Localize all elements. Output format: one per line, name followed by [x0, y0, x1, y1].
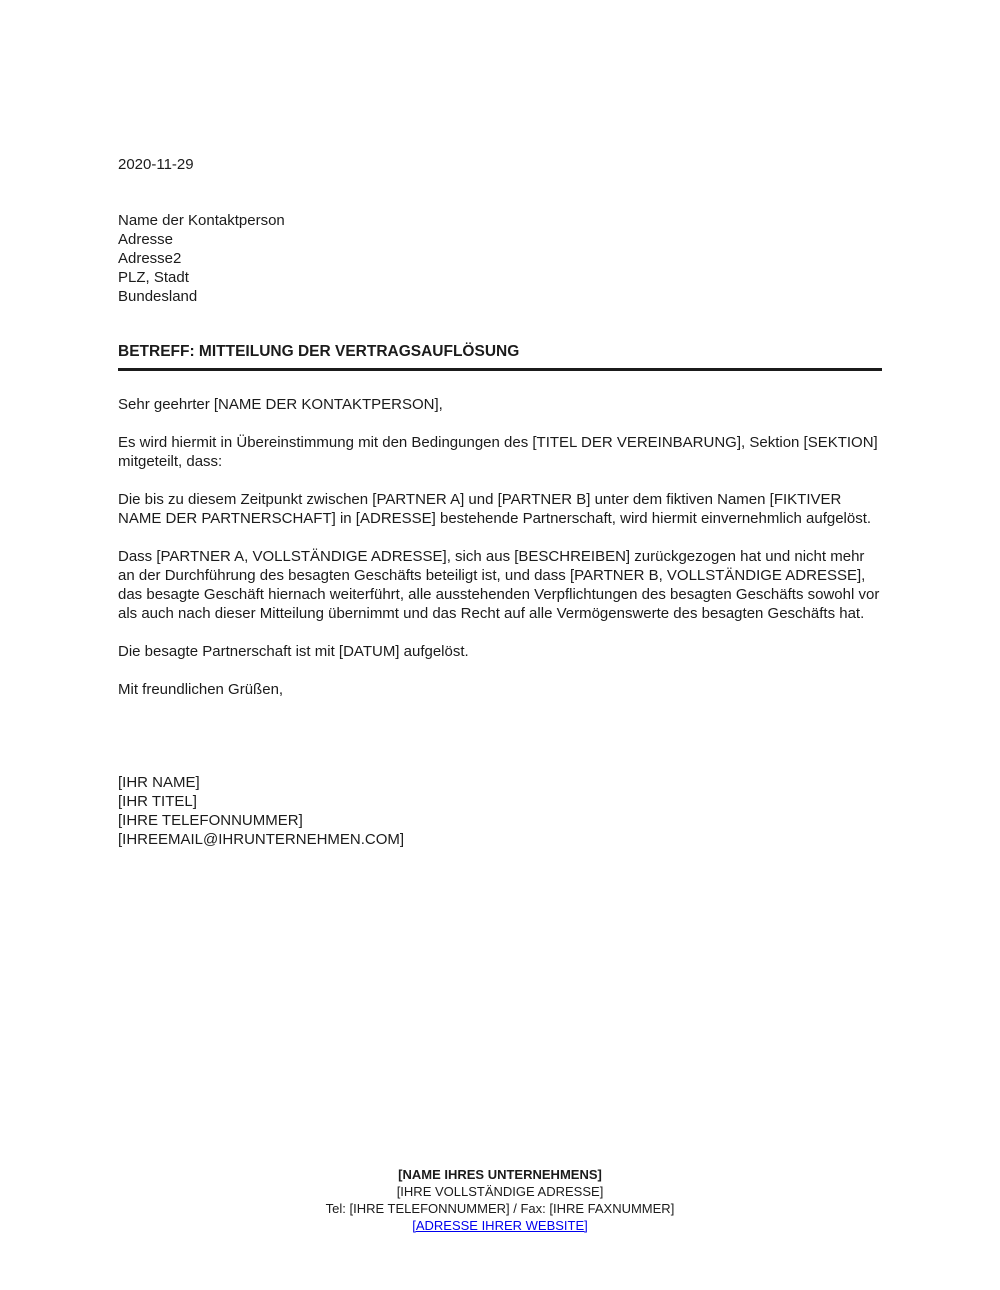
recipient-address-block [118, 211, 882, 306]
signature-block [118, 773, 882, 849]
salutation: Sehr geehrter [NAME DER KONTAKTPERSON], [118, 396, 443, 413]
footer-company-address: [IHRE VOLLSTÄNDIGE ADRESSE] [396, 1184, 604, 1199]
footer-company-name: [NAME IHRES UNTERNEHMENS] [398, 1167, 602, 1182]
signature-title-line: [IHR TITEL] [118, 793, 197, 810]
recipient-address-line: Adresse [118, 231, 174, 248]
letter-date: 2020-11-29 [118, 156, 194, 173]
recipient-state-line: Bundesland [118, 288, 198, 305]
body-paragraph: Dass [PARTNER A, VOLLSTÄNDIGE ADRESSE], sich aus [BESCHREIBEN] zurückgezogen hat und nicht mehr an der Durchführung des besagten Geschäfts beteiligt ist, und dass [PARTNER B, VOLLSTÄNDIGE ADRESSE], das besagte Geschäft hiernach weiterführt, alle ausstehenden Verpflichtungen des besagten Geschäfts sowohl vor als auch nach dieser Mitteilung übernimmt und das Recht auf alle Vermögenswerte des besagten Geschäfts hat. [118, 548, 880, 622]
recipient-name-line: Name der Kontaktperson [118, 212, 285, 229]
letter-body [118, 155, 882, 849]
signature-name-line: [IHR NAME] [118, 774, 200, 791]
body-paragraph: Die bis zu diesem Zeitpunkt zwischen [PARTNER A] und [PARTNER B] unter dem fiktiven Namen [FIKTIVER NAME DER PARTNERSCHAFT] in [ADRESSE] bestehende Partnerschaft, wird hiermit einvernehmlich aufgelöst. [118, 491, 872, 527]
body-paragraph: Es wird hiermit in Übereinstimmung mit den Bedingungen des [TITEL DER VEREINBARUNG], Sektion [SEKTION] mitgeteilt, dass: [118, 434, 878, 470]
body-paragraph: Die besagte Partnerschaft ist mit [DATUM] aufgelöst. [118, 643, 469, 660]
signature-phone-line: [IHRE TELEFONNUMMER] [118, 812, 303, 829]
closing-line: Mit freundlichen Grüßen, [118, 681, 284, 698]
letter-footer [0, 1166, 1000, 1234]
signature-email-line: [IHREEMAIL@IHRUNTERNEHMEN.COM] [118, 831, 405, 848]
footer-website-link[interactable]: [ADRESSE IHRER WEBSITE] [412, 1218, 588, 1233]
subject-line: BETREFF: MITTEILUNG DER VERTRAGSAUFLÖSUNG [118, 342, 882, 371]
recipient-city-line: PLZ, Stadt [118, 269, 189, 286]
recipient-address2-line: Adresse2 [118, 250, 182, 267]
footer-phone-fax: Tel: [IHRE TELEFONNUMMER] / Fax: [IHRE FAXNUMMER] [325, 1201, 675, 1216]
